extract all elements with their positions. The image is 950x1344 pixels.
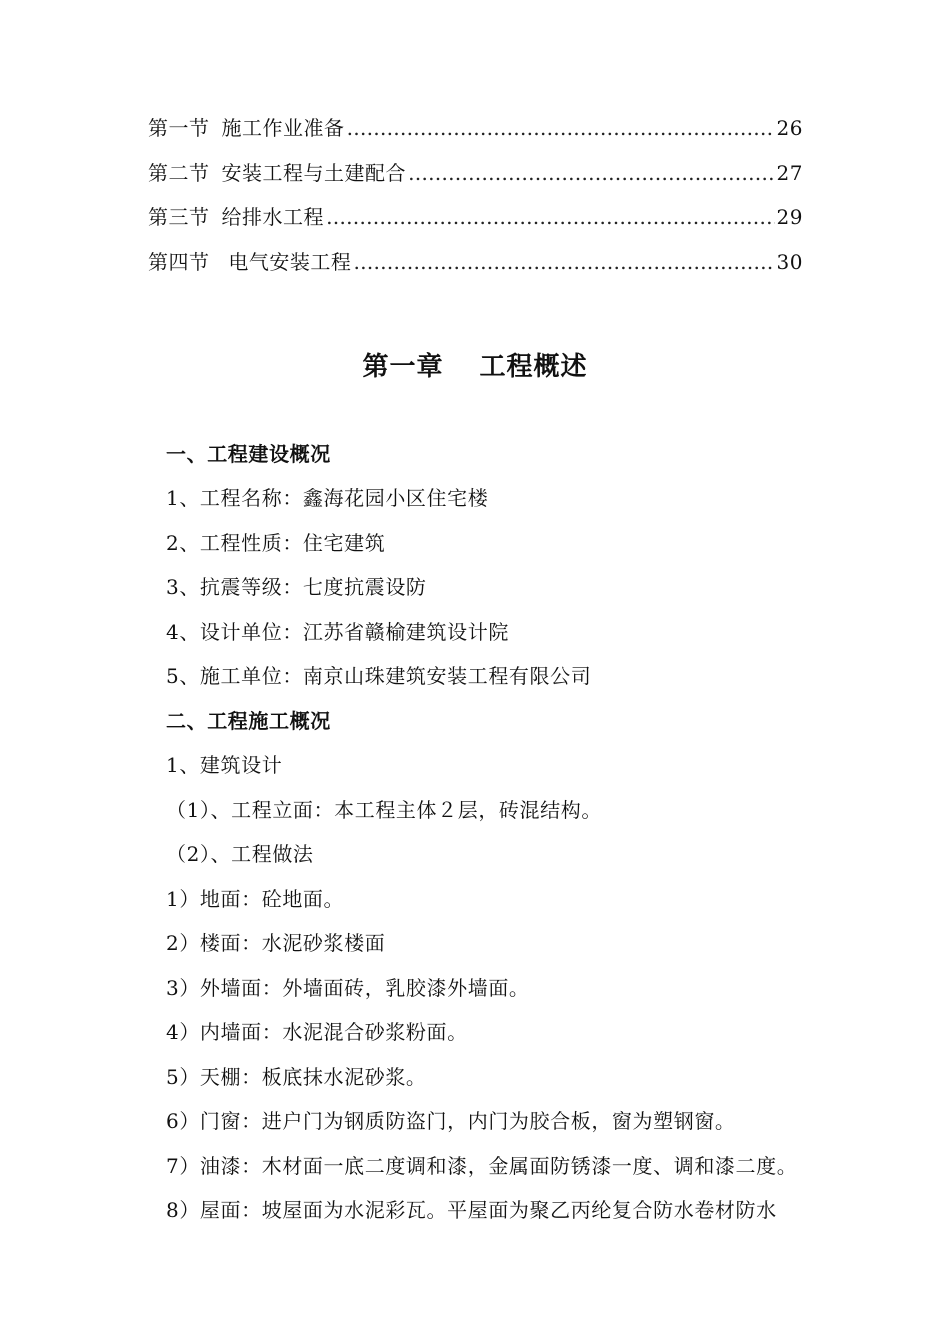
paragraph-line: 4、设计单位：江苏省赣榆建筑设计院 bbox=[166, 619, 509, 644]
toc-entry[interactable] bbox=[148, 157, 803, 202]
chapter-body bbox=[166, 430, 866, 1231]
chapter-title: 工程概述 bbox=[479, 352, 588, 382]
paragraph-line: 2、工程性质：住宅建筑 bbox=[166, 530, 386, 555]
toc-section-number: 第二节 bbox=[148, 160, 210, 185]
toc-page-number: 27 bbox=[776, 160, 803, 185]
toc-section-number: 第一节 bbox=[148, 116, 210, 140]
paragraph-line: （2）、工程做法 bbox=[166, 842, 314, 867]
toc-leader-dots bbox=[326, 205, 775, 229]
toc-section-number: 第三节 bbox=[148, 205, 210, 229]
paragraph-line: 1、建筑设计 bbox=[166, 753, 283, 778]
table-of-contents bbox=[148, 112, 803, 290]
toc-entry[interactable] bbox=[148, 112, 803, 157]
toc-section-title: 给排水工程 bbox=[221, 205, 324, 229]
paragraph-line: 3）外墙面：外墙面砖，乳胶漆外墙面。 bbox=[166, 975, 530, 1000]
section-heading: 二、工程施工概况 bbox=[166, 708, 331, 733]
toc-leader-dots bbox=[408, 161, 775, 185]
toc-entry[interactable] bbox=[148, 201, 803, 246]
paragraph-line: 7）油漆：木材面一底二度调和漆，金属面防锈漆一度、调和漆二度。 bbox=[166, 1153, 798, 1178]
section-heading: 一、工程建设概况 bbox=[166, 441, 331, 466]
toc-leader-dots bbox=[353, 250, 774, 274]
toc-section-title: 电气安装工程 bbox=[221, 249, 352, 274]
paragraph-line: 5、施工单位：南京山珠建筑安装工程有限公司 bbox=[166, 664, 592, 689]
paragraph-line: 8）屋面：坡屋面为水泥彩瓦。平屋面为聚乙丙纶复合防水卷材防水 bbox=[166, 1198, 777, 1223]
toc-section-number: 第四节 bbox=[148, 249, 210, 274]
paragraph-line: 5）天棚：板底抹水泥砂浆。 bbox=[166, 1064, 427, 1089]
paragraph-line: （1）、工程立面：本工程主体２层，砖混结构。 bbox=[166, 797, 602, 822]
toc-page-number: 29 bbox=[776, 205, 803, 229]
toc-page-number: 26 bbox=[776, 116, 803, 140]
toc-page-number: 30 bbox=[776, 249, 803, 274]
chapter-heading bbox=[0, 346, 950, 383]
paragraph-line: 3、抗震等级：七度抗震设防 bbox=[166, 575, 427, 600]
paragraph-line: 1）地面：砼地面。 bbox=[166, 886, 345, 911]
paragraph-line: 1、工程名称：鑫海花园小区住宅楼 bbox=[166, 486, 489, 511]
paragraph-line: 2）楼面：水泥砂浆楼面 bbox=[166, 931, 386, 956]
toc-section-title: 安装工程与土建配合 bbox=[221, 160, 406, 185]
toc-section-title: 施工作业准备 bbox=[221, 116, 345, 140]
paragraph-line: 6）门窗：进户门为钢质防盗门，内门为胶合板，窗为塑钢窗。 bbox=[166, 1109, 736, 1134]
toc-entry[interactable] bbox=[148, 246, 803, 291]
chapter-number: 第一章 bbox=[362, 352, 444, 382]
paragraph-line: 4）内墙面：水泥混合砂浆粉面。 bbox=[166, 1020, 468, 1045]
toc-leader-dots bbox=[347, 116, 775, 140]
